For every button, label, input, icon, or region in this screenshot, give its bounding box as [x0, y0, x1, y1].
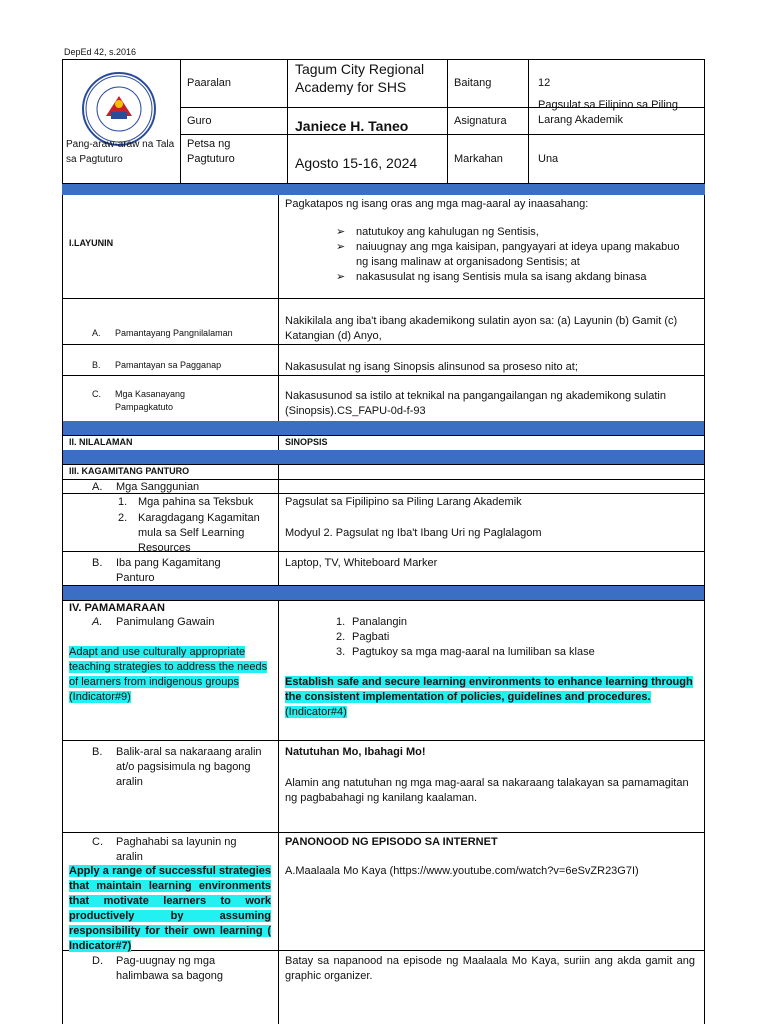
pamamaraan-d-label: Pag-uugnay ng mga halimbawa sa bagong	[116, 955, 224, 982]
indicator-7-note: Apply a range of successful strategies that maintain learning environments that motivate learners to work productively by assuming responsibility for their own learning ( Indicator#7)	[69, 865, 271, 952]
list-item: 2. Pagbati	[336, 631, 390, 643]
kagamitan-2-num: 2.	[118, 512, 128, 524]
layunin-c-letter: C.	[92, 389, 101, 399]
layunin-heading: I.LAYUNIN	[69, 238, 114, 248]
pamamaraan-c-title: PANONOOD NG EPISODO SA INTERNET	[285, 836, 498, 848]
teacher-label: Guro	[187, 115, 212, 127]
kagamitan-b-letter: B.	[92, 557, 103, 569]
list-item: ➢ natutukoy ang kahulugan ng Sentisis,	[336, 226, 539, 238]
subject-label: Asignatura	[454, 115, 507, 127]
kagamitan-b-value: Laptop, TV, Whiteboard Marker	[285, 557, 438, 569]
grade-label: Baitang	[454, 77, 492, 89]
arrow-icon: ➢	[336, 271, 346, 283]
layunin-bullets	[330, 225, 690, 285]
kagamitan-a-label: Mga Sanggunian	[116, 481, 200, 493]
layunin-b-letter: B.	[92, 360, 101, 370]
pamamaraan-d-letter: D.	[92, 955, 103, 967]
teacher-value: Janiece H. Taneo	[295, 118, 409, 134]
list-item: 1. Panalangin	[336, 616, 408, 628]
layunin-c-value: Nakasusunod sa istilo at teknikal na pangangailangan ng akademikong sulatin (Sinopsis).CS_FAPU-0d-f-93	[285, 390, 666, 417]
layunin-a-value: Nakikilala ang iba't ibang akademikong sulatin ayon sa: (a) Layunin (b) Gamit (c) Katangian (d) Anyo,	[285, 315, 678, 342]
quarter-label: Markahan	[454, 153, 503, 165]
deped-seal	[82, 72, 156, 146]
nilalaman-value: SINOPSIS	[285, 437, 328, 447]
list-item: ➢ naiuugnay ang mga kaisipan, pangyayari at ideya upang makabuo ng isang malinaw at organisadong Sentisis; at	[336, 241, 680, 268]
divider-bar	[63, 586, 704, 600]
date-label: Petsa ng Pagtuturo	[187, 138, 235, 165]
opening-steps	[330, 615, 690, 660]
pamamaraan-d-value: Batay sa napanood na episode ng Maalaala Mo Kaya, suriin ang akda gamit ang graphic organizer.	[285, 955, 695, 982]
layunin-intro: Pagkatapos ng isang oras ang mga mag-aaral ay inaasahang:	[285, 198, 589, 210]
layunin-b-value: Nakasusulat ng isang Sinopsis alinsunod sa proseso nito at;	[285, 361, 578, 373]
school-label: Paaralan	[187, 77, 232, 89]
pamamaraan-c-letter: C.	[92, 836, 103, 848]
date-value: Agosto 15-16, 2024	[295, 155, 418, 171]
divider-bar	[63, 450, 704, 464]
kagamitan-b-label: Iba pang Kagamitang Panturo	[116, 557, 221, 584]
indicator-4-note: Establish safe and secure learning environments to enhance learning through the consistent implementation of policies, guidelines and procedures. (Indicator#4)	[285, 676, 693, 718]
kagamitan-2-label: Karagdagang Kagamitan mula sa Self Learning Resources	[138, 512, 260, 554]
arrow-icon: ➢	[336, 241, 346, 253]
kagamitan-1-value: Pagsulat sa Fipilipino sa Piling Larang Akademik	[285, 496, 522, 508]
form-title: Pang-araw-araw na Tala sa Pagtuturo	[66, 139, 175, 165]
kagamitan-2-value: Modyul 2. Pagsulat ng Iba't Ibang Uri ng Paglalagom	[285, 527, 542, 539]
indicator-9-note: Adapt and use culturally appropriate teaching strategies to address the needs of learners from indigenous groups (Indicator#9)	[69, 646, 268, 703]
school-value: Tagum City Regional Academy for SHS	[295, 61, 425, 95]
pamamaraan-a-letter: A.	[92, 616, 103, 628]
pamamaraan-b-label: Balik-aral sa nakaraang aralin at/o pagsisimula ng bagong aralin	[116, 746, 262, 788]
layunin-b-label: Pamantayan sa Pagganap	[115, 360, 222, 370]
doc-reference: DepEd 42, s.2016	[64, 47, 137, 57]
kagamitan-a-letter: A.	[92, 481, 103, 493]
pamamaraan-b-title: Natutuhan Mo, Ibahagi Mo!	[285, 746, 426, 758]
pamamaraan-c-label: Paghahabi sa layunin ng aralin	[116, 836, 237, 863]
quarter-value: Una	[538, 153, 559, 165]
layunin-c-label: Mga Kasanayang Pampagkatuto	[115, 389, 186, 412]
pamamaraan-a-label: Panimulang Gawain	[116, 616, 215, 628]
list-item: ➢ nakasusulat ng isang Sentisis mula sa isang akdang binasa	[336, 271, 647, 283]
arrow-icon: ➢	[336, 226, 346, 238]
pamamaraan-c-value: A.Maalaala Mo Kaya (https://www.youtube.com/watch?v=6eSvZR23G7I)	[285, 865, 639, 877]
layunin-a-letter: A.	[92, 328, 101, 338]
kagamitan-1-num: 1.	[118, 496, 128, 508]
pamamaraan-b-value: Alamin ang natutuhan ng mga mag-aaral sa nakaraang talakayan sa pamamagitan ng pagbabahagi ng kanilang kaalaman.	[285, 777, 689, 804]
pamamaraan-b-letter: B.	[92, 746, 103, 758]
divider-bar	[63, 421, 704, 435]
kagamitan-1-label: Mga pahina sa Teksbuk	[138, 496, 254, 508]
pamamaraan-heading: IV. PAMAMARAAN	[69, 602, 165, 614]
subject-value: Pagsulat sa Filipino sa Piling Larang Akademik	[538, 99, 679, 126]
list-item: 3. Pagtukoy sa mga mag-aaral na lumiliban sa klase	[336, 646, 595, 658]
divider-bar	[62, 184, 705, 195]
grade-value: 12	[538, 77, 551, 89]
layunin-a-label: Pamantayang Pangnilalaman	[115, 328, 233, 338]
nilalaman-heading: II. NILALAMAN	[69, 437, 133, 447]
kagamitan-heading: III. KAGAMITANG PANTURO	[69, 466, 190, 476]
